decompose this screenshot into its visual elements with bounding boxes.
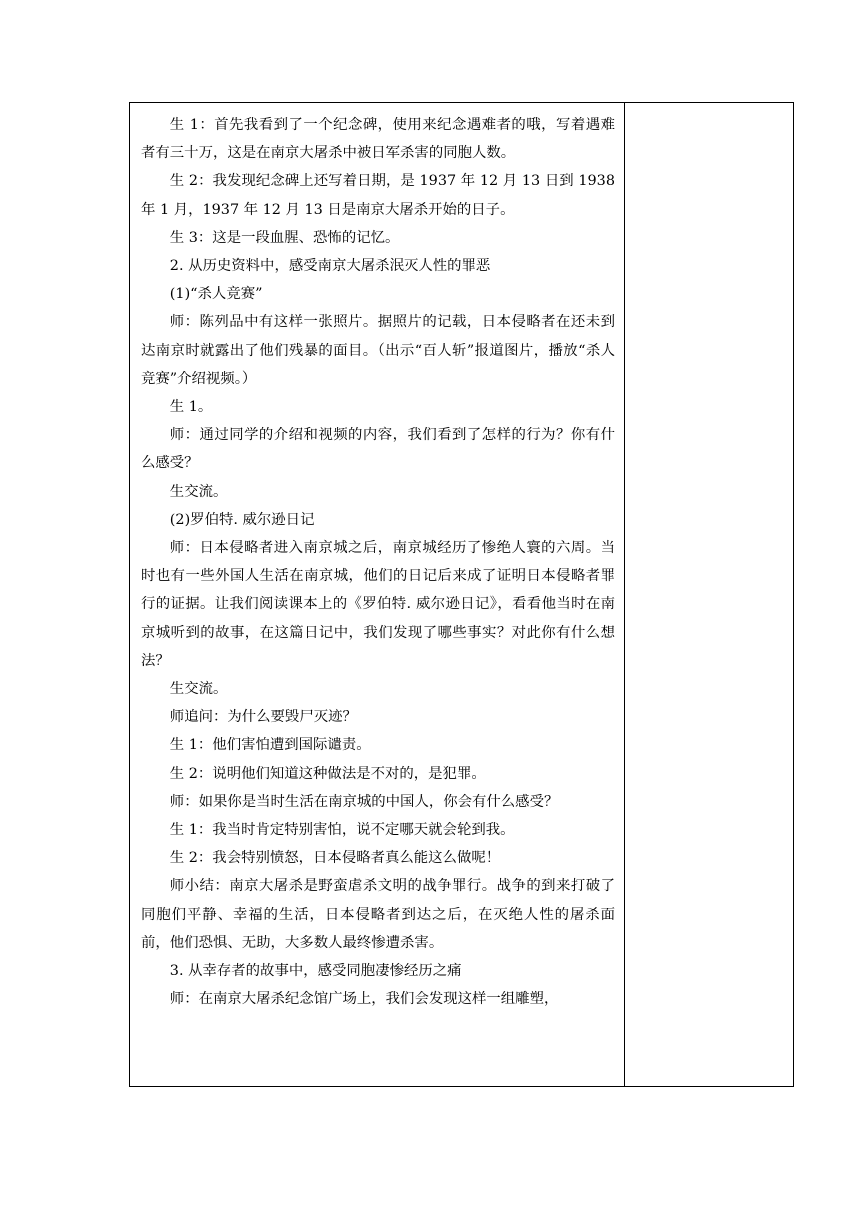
paragraph: 师：陈列品中有这样一张照片。据照片的记载，日本侵略者在还未到达南京时就露出了他们残暴的面目。（出示“百人斩”报道图片，播放“杀人竞赛”介绍视频。） [141,314,615,387]
paragraph: 师：如果你是当时生活在南京城的中国人，你会有什么感受？ [169,793,559,810]
lesson-table [129,102,794,1087]
paragraph: 生 3：这是一段血腥、恐怖的记忆。 [169,229,400,246]
paragraph: 生 2：我发现纪念碑上还写着日期，是 1937 年 12 月 13 日到 1938 年 1 月，1937 年 12 月 13 日是南京大屠杀开始的日子。 [141,173,615,218]
section-heading: 3. 从幸存者的故事中，感受同胞凄惨经历之痛 [169,963,462,980]
subsection-heading: (1)“杀人竞赛” [169,286,263,303]
paragraph: 生 1：我当时肯定特别害怕，说不定哪天就会轮到我。 [169,822,515,839]
paragraph: 生 1。 [169,399,213,416]
paragraph: 生 2：我会特别愤怒，日本侵略者真么能这么做呢！ [169,850,501,867]
subsection-heading: (2)罗伯特. 威尔逊日记 [169,511,315,528]
paragraph: 生交流。 [169,681,228,698]
paragraph: 生 1：他们害怕遭到国际谴责。 [169,737,371,754]
paragraph: 师追问：为什么要毁尸灭迹？ [169,709,357,726]
paragraph: 师小结：南京大屠杀是野蛮虐杀文明的战争罪行。战争的到来打破了同胞们平静、幸福的生活，日本侵略者到达之后，在灭绝人性的屠杀面前，他们恐惧、无助，大多数人最终惨遭杀害。 [141,878,615,951]
lesson-content-cell [130,103,624,1086]
paragraph: 师：在南京大屠杀纪念馆广场上，我们会发现这样一组雕塑， [169,991,559,1008]
paragraph: 师：日本侵略者进入南京城之后，南京城经历了惨绝人寰的六周。当时也有一些外国人生活在南京城，他们的日记后来成了证明日本侵略者罪行的证据。让我们阅读课本上的《罗伯特. 威尔逊日记》，看看他当时在南京城听到的故事，在这篇日记中，我们发现了哪些事实？对此你有什么想法？ [141,540,615,669]
section-heading: 2. 从历史资料中，感受南京大屠杀泯灭人性的罪恶 [169,258,491,275]
paragraph: 生 2：说明他们知道这种做法是不对的，是犯罪。 [169,765,486,782]
paragraph: 师：通过同学的介绍和视频的内容，我们看到了怎样的行为？你有什么感受？ [141,427,615,472]
paragraph: 生 1：首先我看到了一个纪念碑，使用来纪念遇难者的哦，写着遇难者有三十万，这是在南京大屠杀中被日军杀害的同胞人数。 [141,117,615,162]
notes-cell [625,103,793,1086]
paragraph: 生交流。 [169,483,228,500]
